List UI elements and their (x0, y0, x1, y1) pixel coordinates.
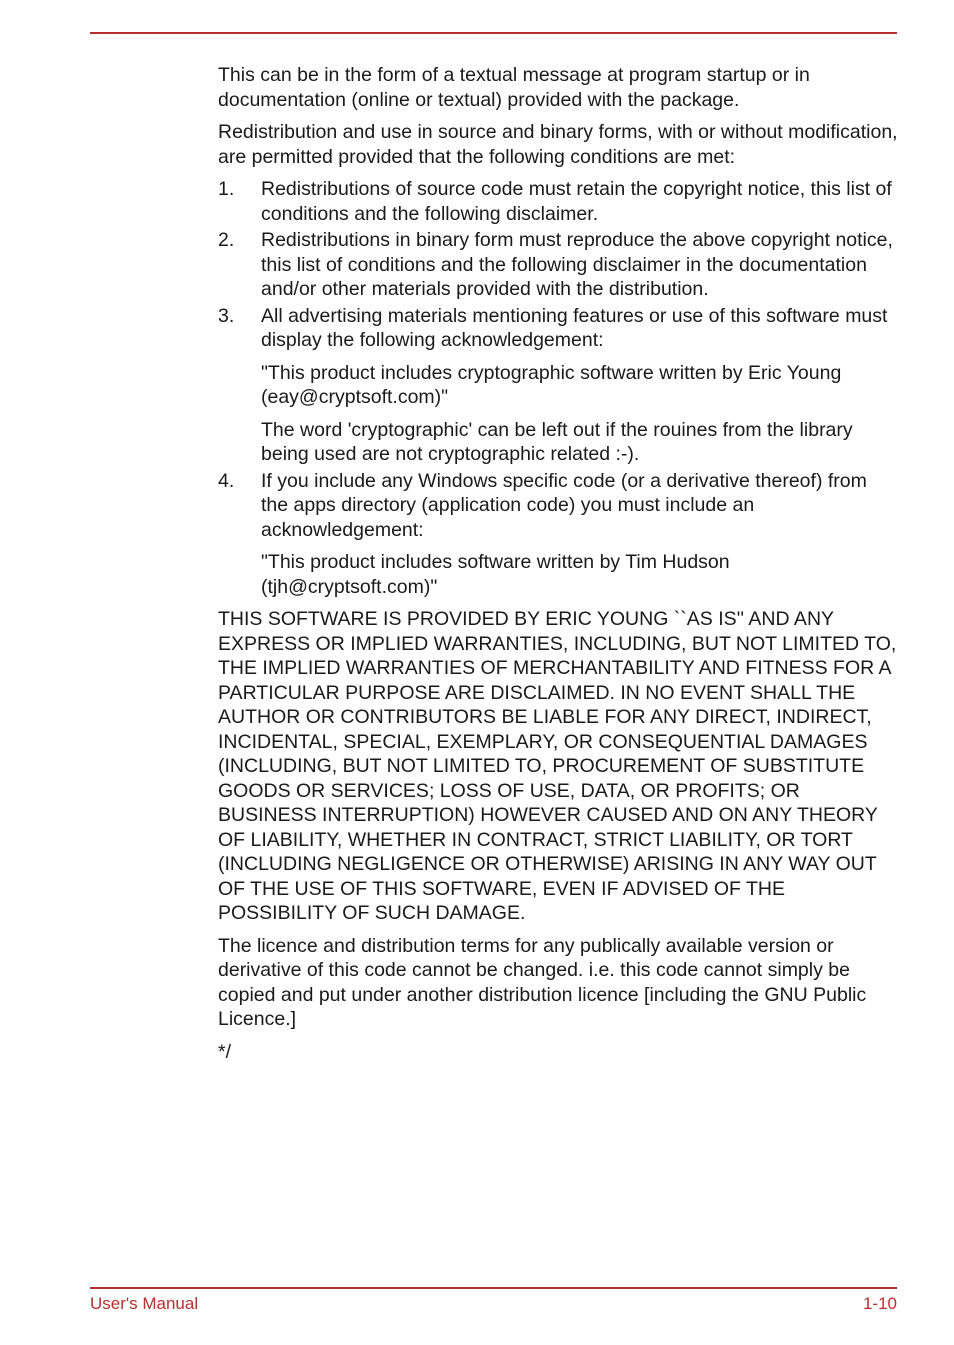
list-item-number: 3. (218, 304, 235, 327)
comment-close: */ (218, 1040, 232, 1063)
acknowledgement-quote: "This product includes software written by Tim Hudson (tjh@cryptsoft.com)" (261, 551, 730, 598)
paragraph-disclaimer: THIS SOFTWARE IS PROVIDED BY ERIC YOUNG ``AS IS'' AND ANY EXPRESS OR IMPLIED WARRANTIES, INCLUDING, BUT NOT LIMITED TO, THE IMPLIED WARRANTIES OF MERCHANTABILITY AND FITNESS FOR A PARTICULAR PURPOSE ARE DISCLAIMED. IN NO EVENT SHALL THE AUTHOR OR CONTRIBUTORS BE LIABLE FOR ANY DIRECT, INDIRECT, INCIDENTAL, SPECIAL, EXEMPLARY, OR CONSEQUENTIAL DAMAGES (INCLUDING, BUT NOT LIMITED TO, PROCUREMENT OF SUBSTITUTE GOODS OR SERVICES; LOSS OF USE, DATA, OR PROFITS; OR BUSINESS INTERRUPTION) HOWEVER CAUSED AND ON ANY THEORY OF LIABILITY, WHETHER IN CONTRACT, STRICT LIABILITY, OR TORT (INCLUDING NEGLIGENCE OR OTHERWISE) ARISING IN ANY WAY OUT OF THE USE OF THIS SOFTWARE, EVEN IF ADVISED OF THE POSSIBILITY OF SUCH DAMAGE. (218, 608, 897, 924)
header-rule (90, 32, 897, 34)
paragraph-licence: The licence and distribution terms for any publically available version or derivative of this code cannot be changed. i.e. this code cannot simply be copied and put under another distribution licence [including the GNU Public Licence.] (218, 934, 867, 1030)
list-item-text: If you include any Windows specific code (or a derivative thereof) from the apps directory (application code) you must include an acknowledgement: (261, 469, 867, 541)
list-item-number: 4. (218, 469, 235, 492)
list-item (218, 177, 898, 226)
list-item-number: 2. (218, 229, 235, 251)
conditions-list (218, 177, 898, 599)
list-item (218, 228, 898, 302)
acknowledgement-quote: "This product includes cryptographic software written by Eric Young (eay@cryptsoft.com)" (261, 361, 842, 408)
list-item-text: Redistributions of source code must retain the copyright notice, this list of conditions and the following disclaimer. (261, 178, 892, 225)
acknowledgement-note: The word 'cryptographic' can be left out if the rouines from the library being used are not cryptographic related :-). (261, 418, 853, 465)
list-item (218, 469, 898, 600)
list-item-number: 1. (218, 178, 235, 200)
page-number: 1-10 (862, 1294, 897, 1313)
page-content (218, 63, 898, 1072)
list-item-text: All advertising materials mentioning features or use of this software must display the following acknowledgement: (261, 304, 888, 351)
paragraph-conditions: Redistribution and use in source and binary forms, with or without modification, are permitted provided that the following conditions are met: (218, 121, 898, 168)
footer-rule (90, 1287, 897, 1289)
footer-title: User's Manual (90, 1294, 199, 1313)
list-item-text: Redistributions in binary form must reproduce the above copyright notice, this list of conditions and the following disclaimer in the documentation and/or other materials provided with the distribution. (261, 229, 893, 300)
list-item (218, 304, 898, 467)
paragraph-intro: This can be in the form of a textual message at program startup or in documentation (online or textual) provided with the package. (218, 64, 810, 111)
